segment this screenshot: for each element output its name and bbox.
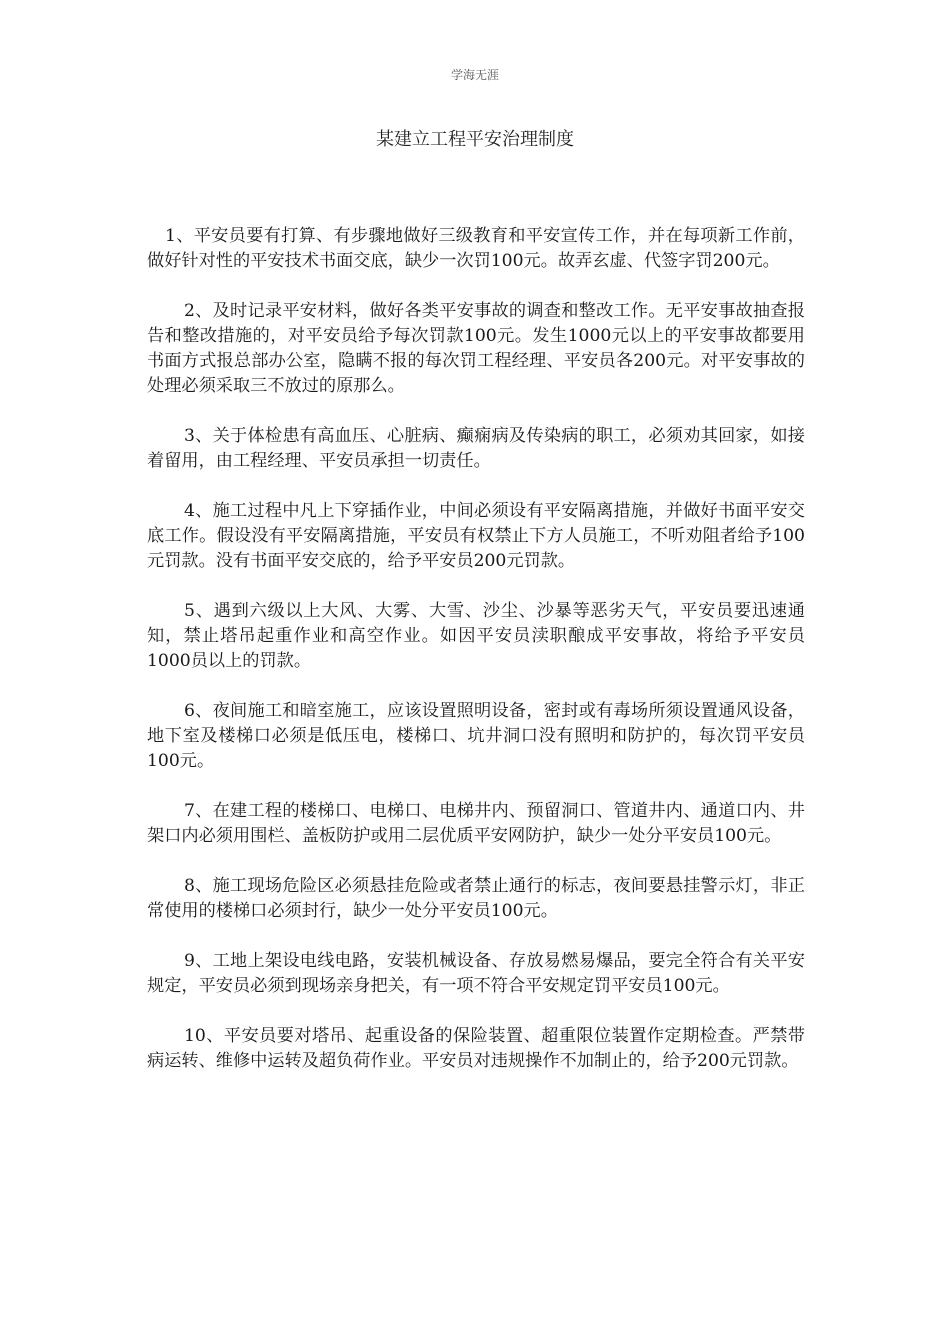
document-body <box>147 224 805 1099</box>
document-title: 某建立工程平安治理制度 <box>376 129 574 150</box>
rule-paragraph-4: 4、施工过程中凡上下穿插作业，中间必须设有平安隔离措施，并做好书面平安交底工作。假设没有平安隔离措施，平安员有权禁止下方人员施工，不听劝阻者给予100元罚款。没有书面平安交底的，给予平安员200元罚款。 <box>147 501 805 571</box>
rule-paragraph-2: 2、及时记录平安材料，做好各类平安事故的调查和整改工作。无平安事故抽查报告和整改措施的，对平安员给予每次罚款100元。发生1000元以上的平安事故都要用书面方式报总部办公室，隐瞒不报的每次罚工程经理、平安员各200元。对平安事故的处理必须采取三不放过的原那么。 <box>147 301 805 396</box>
rule-paragraph-1: 1、平安员要有打算、有步骤地做好三级教育和平安宣传工作，并在每项新工作前，做好针对性的平安技术书面交底，缺少一次罚100元。故弄玄虚、代签字罚200元。 <box>147 226 805 271</box>
rule-paragraph-5: 5、遇到六级以上大风、大雾、大雪、沙尘、沙暴等恶劣天气，平安员要迅速通知，禁止塔吊起重作业和高空作业。如因平安员渎职酿成平安事故，将给予平安员1000员以上的罚款。 <box>147 601 805 671</box>
rule-paragraph-6: 6、夜间施工和暗室施工，应该设置照明设备，密封或有毒场所须设置通风设备，地下室及楼梯口必须是低压电，楼梯口、坑井洞口没有照明和防护的，每次罚平安员100元。 <box>147 701 805 771</box>
rule-paragraph-10: 10、平安员要对塔吊、起重设备的保险装置、超重限位装置作定期检查。严禁带病运转、维修中运转及超负荷作业。平安员对违规操作不加制止的，给予200元罚款。 <box>147 1026 805 1071</box>
rule-paragraph-3: 3、关于体检患有高血压、心脏病、癫痫病及传染病的职工，必须劝其回家，如接着留用，由工程经理、平安员承担一切责任。 <box>147 426 805 471</box>
rule-paragraph-7: 7、在建工程的楼梯口、电梯口、电梯井内、预留洞口、管道井内、通道口内、井架口内必须用围栏、盖板防护或用二层优质平安网防护，缺少一处分平安员100元。 <box>147 801 805 846</box>
rule-paragraph-9: 9、工地上架设电线电路，安装机械设备、存放易燃易爆品，要完全符合有关平安规定，平安员必须到现场亲身把关，有一项不符合平安规定罚平安员100元。 <box>147 951 805 996</box>
page-header: 学海无涯 <box>450 68 499 82</box>
rule-paragraph-8: 8、施工现场危险区必须悬挂危险或者禁止通行的标志，夜间要悬挂警示灯，非正常使用的楼梯口必须封行，缺少一处分平安员100元。 <box>147 876 805 921</box>
